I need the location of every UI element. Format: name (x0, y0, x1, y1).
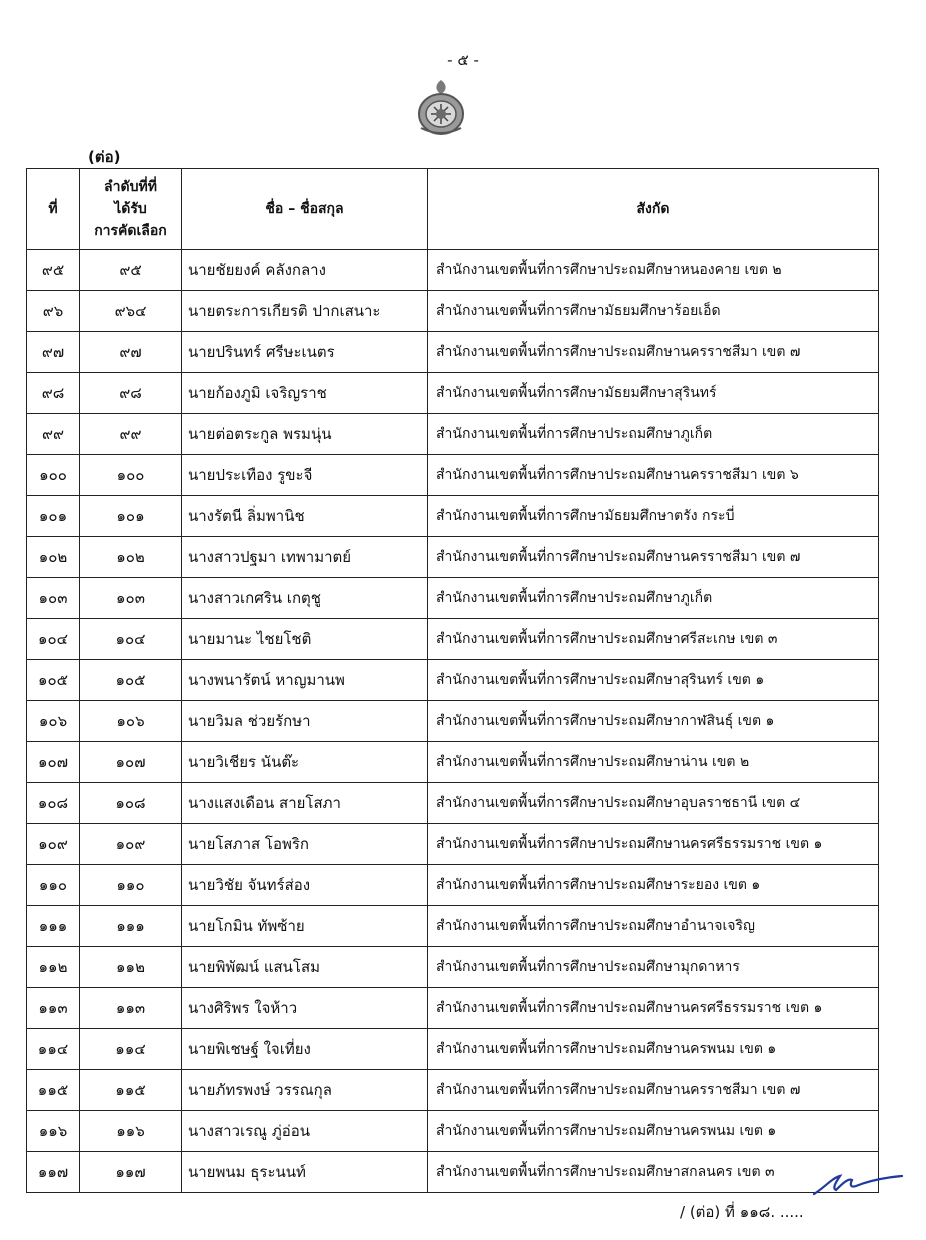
cell-name: นางสาวปฐมา เทพามาตย์ (182, 537, 428, 578)
cell-name: นายพนม ธุระนนท์ (182, 1152, 428, 1193)
signature-mark (810, 1168, 905, 1198)
table-row (27, 496, 879, 537)
cell-rank: ๑๐๓ (80, 578, 182, 619)
column-header-rank-line-1: ลำดับที่ที่ (104, 179, 157, 195)
cell-rank: ๑๐๒ (80, 537, 182, 578)
cell-name: นางแสงเดือน สายโสภา (182, 783, 428, 824)
cell-name: นายก้องภูมิ เจริญราช (182, 373, 428, 414)
cell-no: ๑๑๕ (27, 1070, 80, 1111)
cell-rank: ๙๕ (80, 250, 182, 291)
cell-rank: ๑๑๕ (80, 1070, 182, 1111)
cell-no: ๑๑๐ (27, 865, 80, 906)
table-row (27, 332, 879, 373)
cell-unit: สำนักงานเขตพื้นที่การศึกษามัธยมศึกษาตรัง กระบี่ (428, 496, 879, 537)
cell-rank: ๑๐๑ (80, 496, 182, 537)
cell-name: นางสาวเรณู ภู่อ่อน (182, 1111, 428, 1152)
table-row (27, 988, 879, 1029)
roster-table (26, 168, 879, 1193)
table-row (27, 783, 879, 824)
cell-unit: สำนักงานเขตพื้นที่การศึกษาประถมศึกษาสุรินทร์ เขต ๑ (428, 660, 879, 701)
cell-name: นายวิมล ช่วยรักษา (182, 701, 428, 742)
cell-no: ๑๑๖ (27, 1111, 80, 1152)
column-header-no: ที่ (27, 169, 80, 250)
table-body (27, 250, 879, 1193)
table-row (27, 701, 879, 742)
cell-unit: สำนักงานเขตพื้นที่การศึกษาประถมศึกษานครพนม เขต ๑ (428, 1111, 879, 1152)
cell-unit: สำนักงานเขตพื้นที่การศึกษาประถมศึกษาสกลนคร เขต ๓ (428, 1152, 879, 1193)
continuation-note: / (ต่อ) ที่ ๑๑๘. ..... (680, 1203, 804, 1221)
cell-rank: ๑๐๘ (80, 783, 182, 824)
cell-no: ๑๑๔ (27, 1029, 80, 1070)
cell-no: ๙๗ (27, 332, 80, 373)
table-row (27, 578, 879, 619)
cell-rank: ๑๑๐ (80, 865, 182, 906)
table-header-row (27, 169, 879, 250)
cell-name: นายต่อตระกูล พรมนุ่น (182, 414, 428, 455)
cell-no: ๑๐๗ (27, 742, 80, 783)
table-row (27, 865, 879, 906)
cell-no: ๙๕ (27, 250, 80, 291)
cell-unit: สำนักงานเขตพื้นที่การศึกษาประถมศึกษานครราชสีมา เขต ๗ (428, 1070, 879, 1111)
cell-unit: สำนักงานเขตพื้นที่การศึกษาประถมศึกษานครราชสีมา เขต ๗ (428, 332, 879, 373)
cell-rank: ๙๙ (80, 414, 182, 455)
cell-name: นายพิพัฒน์ แสนโสม (182, 947, 428, 988)
cell-rank: ๑๑๒ (80, 947, 182, 988)
cell-no: ๑๑๓ (27, 988, 80, 1029)
cell-no: ๑๐๒ (27, 537, 80, 578)
table-row (27, 619, 879, 660)
cell-no: ๑๐๑ (27, 496, 80, 537)
cell-unit: สำนักงานเขตพื้นที่การศึกษาประถมศึกษาภูเก็ต (428, 414, 879, 455)
cell-unit: สำนักงานเขตพื้นที่การศึกษาประถมศึกษานครศรีธรรมราช เขต ๑ (428, 988, 879, 1029)
table-row (27, 455, 879, 496)
cell-rank: ๑๑๓ (80, 988, 182, 1029)
cell-unit: สำนักงานเขตพื้นที่การศึกษาประถมศึกษากาฬสินธุ์ เขต ๑ (428, 701, 879, 742)
cell-unit: สำนักงานเขตพื้นที่การศึกษาประถมศึกษาอำนาจเจริญ (428, 906, 879, 947)
cell-unit: สำนักงานเขตพื้นที่การศึกษาประถมศึกษาหนองคาย เขต ๒ (428, 250, 879, 291)
cell-no: ๑๑๗ (27, 1152, 80, 1193)
table-row (27, 1070, 879, 1111)
cell-name: นายวิชัย จันทร์ส่อง (182, 865, 428, 906)
table-row (27, 373, 879, 414)
table-row (27, 906, 879, 947)
cell-rank: ๙๖๔ (80, 291, 182, 332)
cell-rank: ๑๐๖ (80, 701, 182, 742)
column-header-rank-line-2: ได้รับ (114, 201, 147, 217)
cell-rank: ๑๐๕ (80, 660, 182, 701)
cell-no: ๑๐๓ (27, 578, 80, 619)
cell-no: ๑๐๕ (27, 660, 80, 701)
cell-no: ๑๐๖ (27, 701, 80, 742)
cell-name: นายวิเชียร นันต๊ะ (182, 742, 428, 783)
table-row (27, 947, 879, 988)
cell-no: ๑๐๐ (27, 455, 80, 496)
cell-unit: สำนักงานเขตพื้นที่การศึกษาประถมศึกษาศรีสะเกษ เขต ๓ (428, 619, 879, 660)
cell-no: ๙๙ (27, 414, 80, 455)
cell-no: ๑๐๔ (27, 619, 80, 660)
table-row (27, 291, 879, 332)
table-row (27, 1111, 879, 1152)
cell-unit: สำนักงานเขตพื้นที่การศึกษามัธยมศึกษาร้อยเอ็ด (428, 291, 879, 332)
cell-name: นายโกมิน ทัพซ้าย (182, 906, 428, 947)
cell-no: ๑๑๑ (27, 906, 80, 947)
cell-name: นายโสภาส โอพริก (182, 824, 428, 865)
cell-unit: สำนักงานเขตพื้นที่การศึกษาประถมศึกษานครราชสีมา เขต ๗ (428, 537, 879, 578)
cell-no: ๑๐๘ (27, 783, 80, 824)
table-row (27, 414, 879, 455)
cell-unit: สำนักงานเขตพื้นที่การศึกษาประถมศึกษาอุบลราชธานี เขต ๔ (428, 783, 879, 824)
cell-name: นางสาวเกศริน เกตุชู (182, 578, 428, 619)
cell-name: นายภัทรพงษ์ วรรณกุล (182, 1070, 428, 1111)
column-header-rank-line-3: การคัดเลือก (94, 223, 167, 239)
cell-no: ๙๘ (27, 373, 80, 414)
cell-name: นายพิเชษฐ์ ใจเที่ยง (182, 1029, 428, 1070)
cell-name: นายตระการเกียรติ ปากเสนาะ (182, 291, 428, 332)
page-number: - ๕ - (447, 51, 479, 69)
cell-name: นางรัตนี ลิ่มพานิช (182, 496, 428, 537)
cell-rank: ๑๑๑ (80, 906, 182, 947)
cell-rank: ๑๐๗ (80, 742, 182, 783)
cell-name: นายชัยยงค์ คลังกลาง (182, 250, 428, 291)
cell-rank: ๑๐๔ (80, 619, 182, 660)
table-row (27, 824, 879, 865)
table-row (27, 742, 879, 783)
column-header-name: ชื่อ – ชื่อสกุล (182, 169, 428, 250)
cell-name: นายประเทือง รูขะจี (182, 455, 428, 496)
cell-name: นายมานะ ไชยโชติ (182, 619, 428, 660)
cell-name: นายปรินทร์ ศรีษะเนตร (182, 332, 428, 373)
cell-rank: ๑๑๔ (80, 1029, 182, 1070)
cell-unit: สำนักงานเขตพื้นที่การศึกษาประถมศึกษาน่าน เขต ๒ (428, 742, 879, 783)
cell-name: นางพนารัตน์ หาญมานพ (182, 660, 428, 701)
table-row (27, 660, 879, 701)
cell-unit: สำนักงานเขตพื้นที่การศึกษาประถมศึกษานครพนม เขต ๑ (428, 1029, 879, 1070)
cell-unit: สำนักงานเขตพื้นที่การศึกษาประถมศึกษาระยอง เขต ๑ (428, 865, 879, 906)
cell-rank: ๑๐๙ (80, 824, 182, 865)
cell-rank: ๙๘ (80, 373, 182, 414)
cell-rank: ๑๐๐ (80, 455, 182, 496)
cell-name: นางศิริพร ใจห้าว (182, 988, 428, 1029)
table-row (27, 250, 879, 291)
table-row (27, 1029, 879, 1070)
cell-no: ๑๐๙ (27, 824, 80, 865)
cell-unit: สำนักงานเขตพื้นที่การศึกษาประถมศึกษามุกดาหาร (428, 947, 879, 988)
ministry-emblem-icon (413, 78, 469, 136)
cell-unit: สำนักงานเขตพื้นที่การศึกษาประถมศึกษานครศรีธรรมราช เขต ๑ (428, 824, 879, 865)
table-row (27, 1152, 879, 1193)
cell-rank: ๙๗ (80, 332, 182, 373)
cell-unit: สำนักงานเขตพื้นที่การศึกษามัธยมศึกษาสุรินทร์ (428, 373, 879, 414)
cell-no: ๙๖ (27, 291, 80, 332)
table-row (27, 537, 879, 578)
cell-rank: ๑๑๗ (80, 1152, 182, 1193)
continued-label: (ต่อ) (88, 148, 121, 166)
column-header-unit: สังกัด (428, 169, 879, 250)
column-header-rank (80, 169, 182, 250)
cell-unit: สำนักงานเขตพื้นที่การศึกษาประถมศึกษานครราชสีมา เขต ๖ (428, 455, 879, 496)
cell-unit: สำนักงานเขตพื้นที่การศึกษาประถมศึกษาภูเก็ต (428, 578, 879, 619)
cell-rank: ๑๑๖ (80, 1111, 182, 1152)
cell-no: ๑๑๒ (27, 947, 80, 988)
